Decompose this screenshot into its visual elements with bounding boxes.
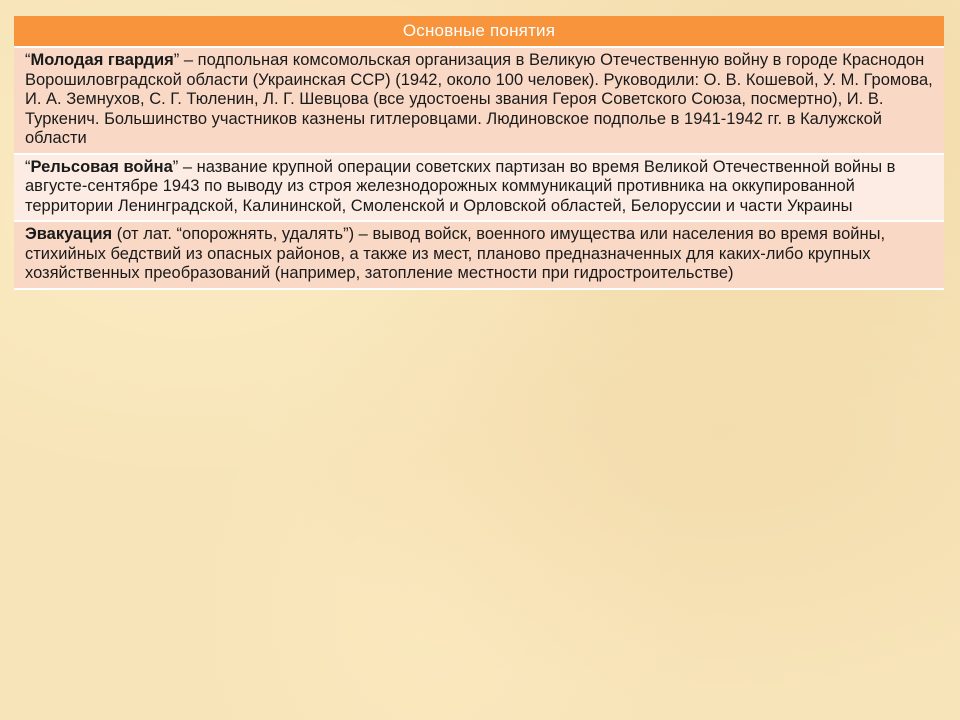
table-row [14, 222, 944, 290]
quote-open: “ [25, 157, 31, 176]
quote-close: ” [172, 157, 179, 176]
definition: – подпольная комсомольская организация в Великую Отечественную войну в городе Краснодон Ворошиловградской области (Украинская ССР) (1942, около 100 человек). Руководили: О. В. Кошевой, У. М. Громова, И. А. Земнухов, С. Г. Тюленин, Л. Г. Шевцова (все удостоены звания Героя Советского Союза, посмертно), И. В. Туркенич. Большинство участников казнены гитлеровцами. Людиновское подполье в 1941-1942 гг. в Калужской области [25, 51, 933, 147]
table-header: Основные понятия [14, 16, 944, 48]
term: Молодая гвардия [30, 51, 174, 69]
definition: – название крупной операции советских партизан во время Великой Отечественной войны в августе-сентябре 1943 по выводу из строя железнодорожных коммуникаций противника на оккупированной территории Ленинградской, Калининской, Смоленской и Орловской областей, Белоруссии и части Украины [25, 157, 896, 215]
term: Рельсовая война [30, 157, 173, 176]
table-row [14, 48, 944, 155]
table-row [14, 155, 944, 223]
term: Эвакуация [25, 225, 113, 243]
definition: (от лат. “опорожнять, удалять”) – вывод войск, военного имущества или населения во время войны, стихийных бедствий из опасных районов, а также из мест, планово предназначенных для каких-либо крупных хозяйственных преобразований (например, затопление местности при гидростроительстве) [25, 225, 886, 282]
concepts-table [14, 16, 944, 290]
quote-open: “ [25, 51, 31, 69]
quote-close: ” [173, 51, 180, 69]
